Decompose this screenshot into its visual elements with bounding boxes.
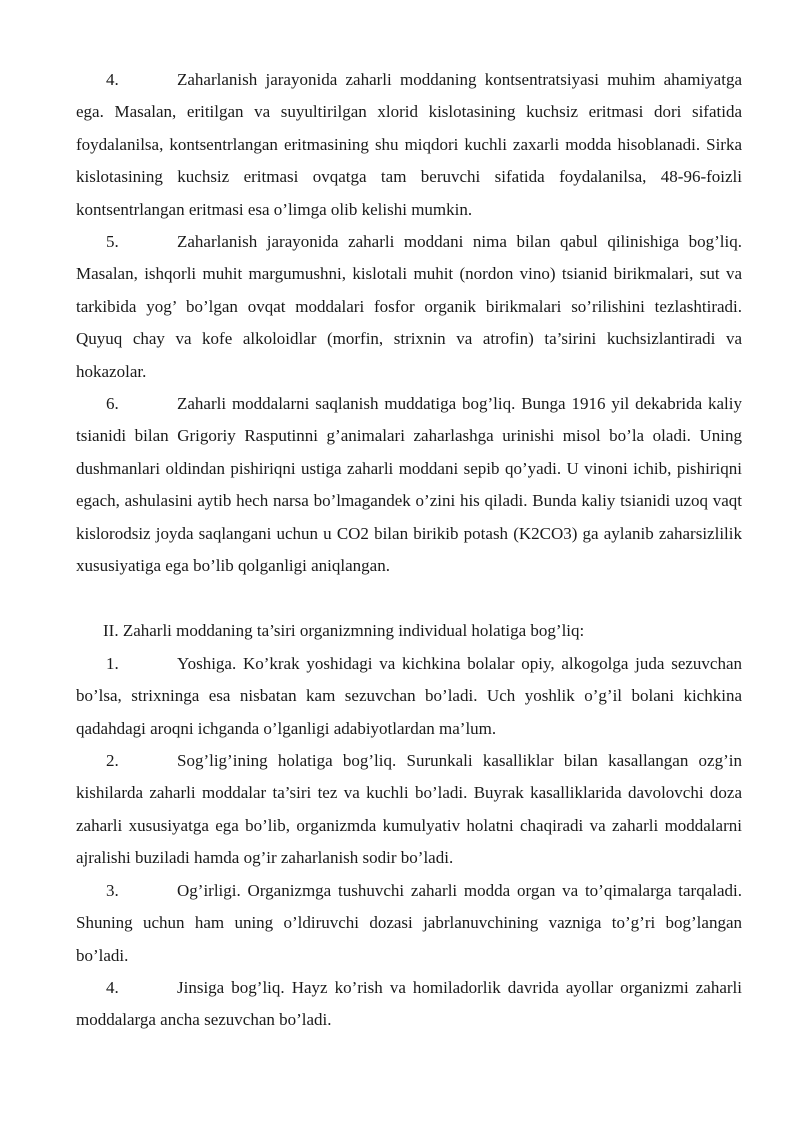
paragraph-weight: Og’irligi. Organizmga tushuvchi zaharli modda organ va to’qimalarga tarqaladi. Shuning uchun ham uning o’ldiruvchi dozasi jabrlanuvchining vazniga to’g’ri bog’langan bo’ladi. xyxy=(76,881,742,965)
paragraph-number: 4. xyxy=(106,70,119,89)
paragraph-number: 3. xyxy=(106,881,119,900)
section-heading: II. Zaharli moddaning ta’siri organizmning individual holatiga bog’liq: xyxy=(103,621,585,640)
paragraph-number: 6. xyxy=(106,394,119,413)
paragraph-intake-medium: Zaharlanish jarayonida zaharli moddani nima bilan qabul qilinishiga bog’liq. Masalan, ishqorli muhit margumushni, kislotali muhit (nordon vino) tsianid birikmalari, sut va tarkibida yog’ bo’lgan ovqat moddalari fosfor organik birikmalari so’rilishini tezlashtiradi. Quyuq chay va kofe alkoloidlar (morfin, strixnin va atrofin) ta’sirini kuchsizlantiradi va hokazolar. xyxy=(76,232,742,381)
paragraph-health: Sog’lig’ining holatiga bog’liq. Surunkali kasalliklar bilan kasallangan ozg’in kishilarda zaharli moddalar ta’siri tez va kuchli bo’ladi. Buyrak kasalliklarida davolovchi doza zaharli xususiyatga ega bo’lib, organizmda kumulyativ holatni chaqiradi va zaharli moddalarni ajralishi buziladi hamda og’ir zaharlanish sodir bo’ladi. xyxy=(76,751,742,868)
paragraph-storage-duration: Zaharli moddalarni saqlanish muddatiga bog’liq. Bunga 1916 yil dekabrida kaliy tsianidi bilan Grigoriy Rasputinni g’animalari zaharlashga urinishi misol bo’la oladi. Uning dushmanlari oldindan pishiriqni ustiga zaharli moddani sepib qo’yadi. U vinoni ichib, pishiriqni egach, ashulasini aytib hech narsa bo’lmagandek o’zini his qiladi. Bunda kaliy tsianidi uzoq vaqt kislorodsiz joyda saqlangani uchun u CO2 bilan birikib potash (K2CO3) ga aylanib zaharsizlilik xususiyatiga ega bo’lib qolganligi aniqlangan. xyxy=(76,394,742,576)
paragraph-number: 2. xyxy=(106,751,119,770)
paragraph-sex: Jinsiga bog’liq. Hayz ko’rish va homiladorlik davrida ayollar organizmi zaharli moddalarga ancha sezuvchan bo’ladi. xyxy=(76,978,742,1030)
paragraph-age: Yoshiga. Ko’krak yoshidagi va kichkina bolalar opiy, alkogolga juda sezuvchan bo’lsa, strixninga esa nisbatan kam sezuvchan bo’ladi. Uch yoshlik o’g’il bolani kichkina qadahdagi aroqni ichganda o’lganligi adabiyotlardan ma’lum. xyxy=(76,654,742,738)
paragraph-number: 5. xyxy=(106,232,119,251)
paragraph-number: 1. xyxy=(106,654,119,673)
paragraph-number: 4. xyxy=(106,978,119,997)
paragraph-concentration: Zaharlanish jarayonida zaharli moddaning kontsentratsiyasi muhim ahamiyatga ega. Masalan, eritilgan va suyultirilgan xlorid kislotasining kuchsiz eritmasi dori sifatida foydalanilsa, kontsentrlangan eritmasining shu miqdori kuchli zaxarli modda hisoblanadi. Sirka kislotasining kuchsiz eritmasi ovqatga tam beruvchi sifatida foydalanilsa, 48-96-foizli kontsentrlangan eritmasi esa o’limga olib kelishi mumkin. xyxy=(76,70,742,219)
